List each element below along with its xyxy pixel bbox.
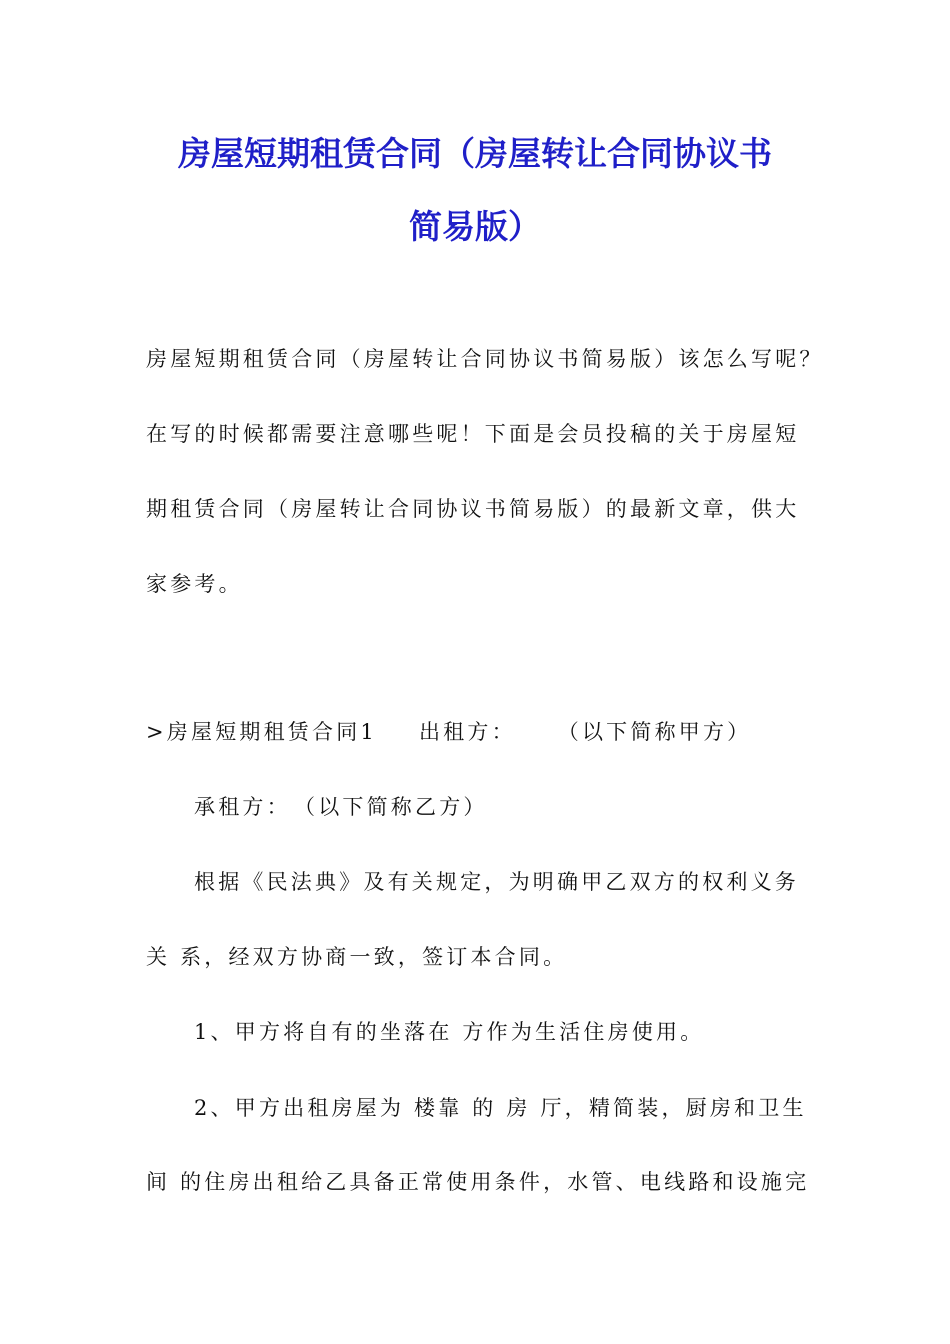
intro-line-3: 期租赁合同（房屋转让合同协议书简易版）的最新文章，供大 — [146, 497, 800, 521]
lessor-label: 出租方： — [418, 720, 516, 744]
section-heading: >房屋短期租赁合同1 — [146, 720, 377, 744]
lessor-note: （以下简称甲方） — [557, 720, 752, 744]
lessee-line: 承租方： （以下简称乙方） — [194, 795, 488, 819]
intro-line-1: 房屋短期租赁合同（房屋转让合同协议书简易版）该怎么写呢？ — [146, 347, 824, 371]
intro-line-2: 在写的时候都需要注意哪些呢！下面是会员投稿的关于房屋短 — [146, 422, 800, 446]
document-title-line-2: 简易版） — [409, 207, 541, 246]
intro-line-4: 家参考。 — [146, 572, 243, 596]
clause-2-line-2: 间 的住房出租给乙具备正常使用条件，水管、电线路和设施完 — [146, 1170, 810, 1194]
body-paragraph-1-line-2: 关 系，经双方协商一致，签订本合同。 — [146, 945, 568, 969]
document-title-line-1: 房屋短期租赁合同（房屋转让合同协议书 — [178, 134, 772, 173]
clause-2-line-1: 2、甲方出租房屋为 楼靠 的 房 厅，精简装，厨房和卫生 — [194, 1096, 807, 1120]
body-paragraph-1-line-1: 根据《民法典》及有关规定，为明确甲乙双方的权利义务 — [194, 870, 799, 894]
section-heading-line — [146, 718, 751, 746]
clause-1: 1、甲方将自有的坐落在 方作为生活住房使用。 — [194, 1020, 705, 1044]
